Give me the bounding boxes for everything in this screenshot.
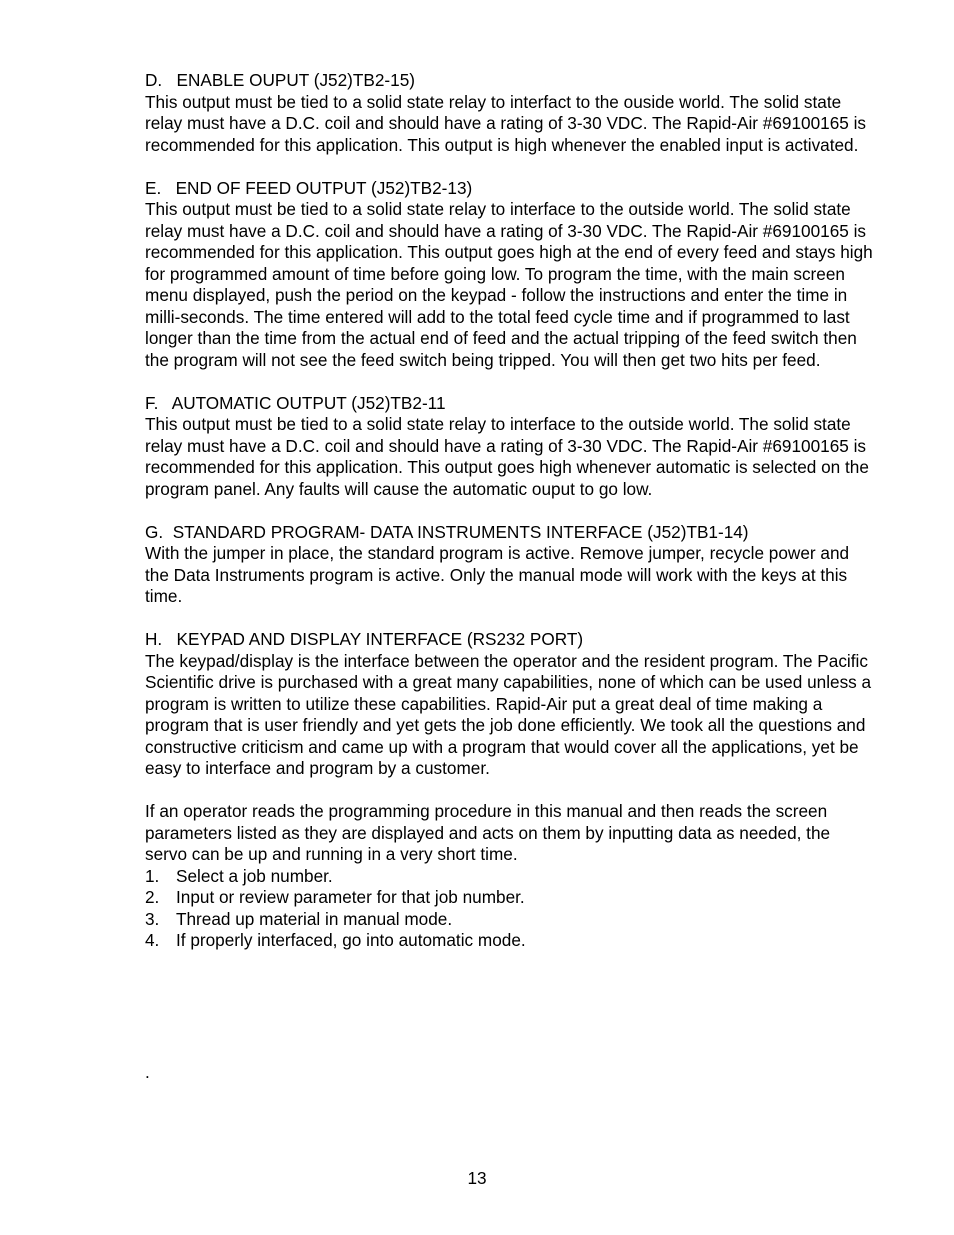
list-item-text: Thread up material in manual mode. [176,908,453,929]
section-heading: D. ENABLE OUPUT (J52)TB2-15) [145,70,415,90]
section-standard-program [145,522,875,608]
section-body: This output must be tied to a solid state relay to interface to the outside world. The solid state relay must have a D.C. coil and should have a rating of 3-30 VDC. The Rapid-Air #69100165 is recommended for this application. This output goes high at the end of every feed and stays high for programmed amount of time before going low. To program the time, with the main screen menu displayed, push the period on the keypad - follow the instructions and enter the time in milli-seconds. The time entered will add to the total feed cycle time and if programmed to last longer than the time from the actual end of feed and the actual tripping of the feed switch then the program will not see the feed switch being tripped. You will then get two hits per feed. [145,199,873,370]
list-item-text: If properly interfaced, go into automatic mode. [176,930,526,950]
section-enable-output [145,70,875,156]
list-item-number: 3. [145,908,160,929]
section-heading: E. END OF FEED OUTPUT (J52)TB2-13) [145,177,473,198]
list-item-text: Select a job number. [176,865,333,886]
section-body: This output must be tied to a solid state relay to interfact to the ouside world. The solid state relay must have a D.C. coil and should have a rating of 3-30 VDC. The Rapid-Air #69100165 is recommended for this application. This output is high whenever the enabled input is activated. [145,91,867,155]
list-item-text: Input or review parameter for that job number. [176,887,525,907]
closing-block [145,801,875,952]
list-item [145,887,875,909]
section-heading: G. STANDARD PROGRAM- DATA INSTRUMENTS INTERFACE (J52)TB1-14) [145,521,749,542]
section-heading: H. KEYPAD AND DISPLAY INTERFACE (RS232 PORT) [145,629,584,649]
section-heading: F. AUTOMATIC OUTPUT (J52)TB2-11 [145,392,446,413]
section-keypad-display-interface [145,629,875,780]
section-end-of-feed-output [145,178,875,372]
list-item [145,909,875,931]
list-item [145,866,875,888]
section-body: With the jumper in place, the standard program is active. Remove jumper, recycle power and the Data Instruments program is active. Only the manual mode will work with the keys at this time. [145,543,850,606]
closing-intro: If an operator reads the programming procedure in this manual and then reads the screen parameters listed as they are displayed and acts on them by inputting data as needed, the servo can be up and running in a very short time. [145,801,831,864]
trailing-mark: . [145,1062,150,1082]
section-body: The keypad/display is the interface between the operator and the resident program. The Pacific Scientific drive is purchased with a great many capabilities, none of which can be used unless a program is written to utilize these capabilities. Rapid-Air put a great deal of time making a program that is user friendly and yet gets the job done efficiently. We took all the questions and constructive criticism and came up with a program that would cover all the applications, yet be easy to interface and program by a customer. [145,650,872,778]
steps-list [145,866,875,952]
list-item-number: 4. [145,930,160,950]
list-item [145,930,875,952]
page-number: 13 [467,1168,487,1188]
section-body: This output must be tied to a solid state relay to interface to the outside world. The solid state relay must have a D.C. coil and should have a rating of 3-30 VDC. The Rapid-Air #69100165 is recommended for this application. This output goes high whenever automatic is selected on the program panel. Any faults will cause the automatic ouput to go low. [145,414,869,499]
document-page [145,70,875,952]
section-automatic-output [145,393,875,501]
list-item-number: 1. [145,865,160,886]
list-item-number: 2. [145,887,160,907]
